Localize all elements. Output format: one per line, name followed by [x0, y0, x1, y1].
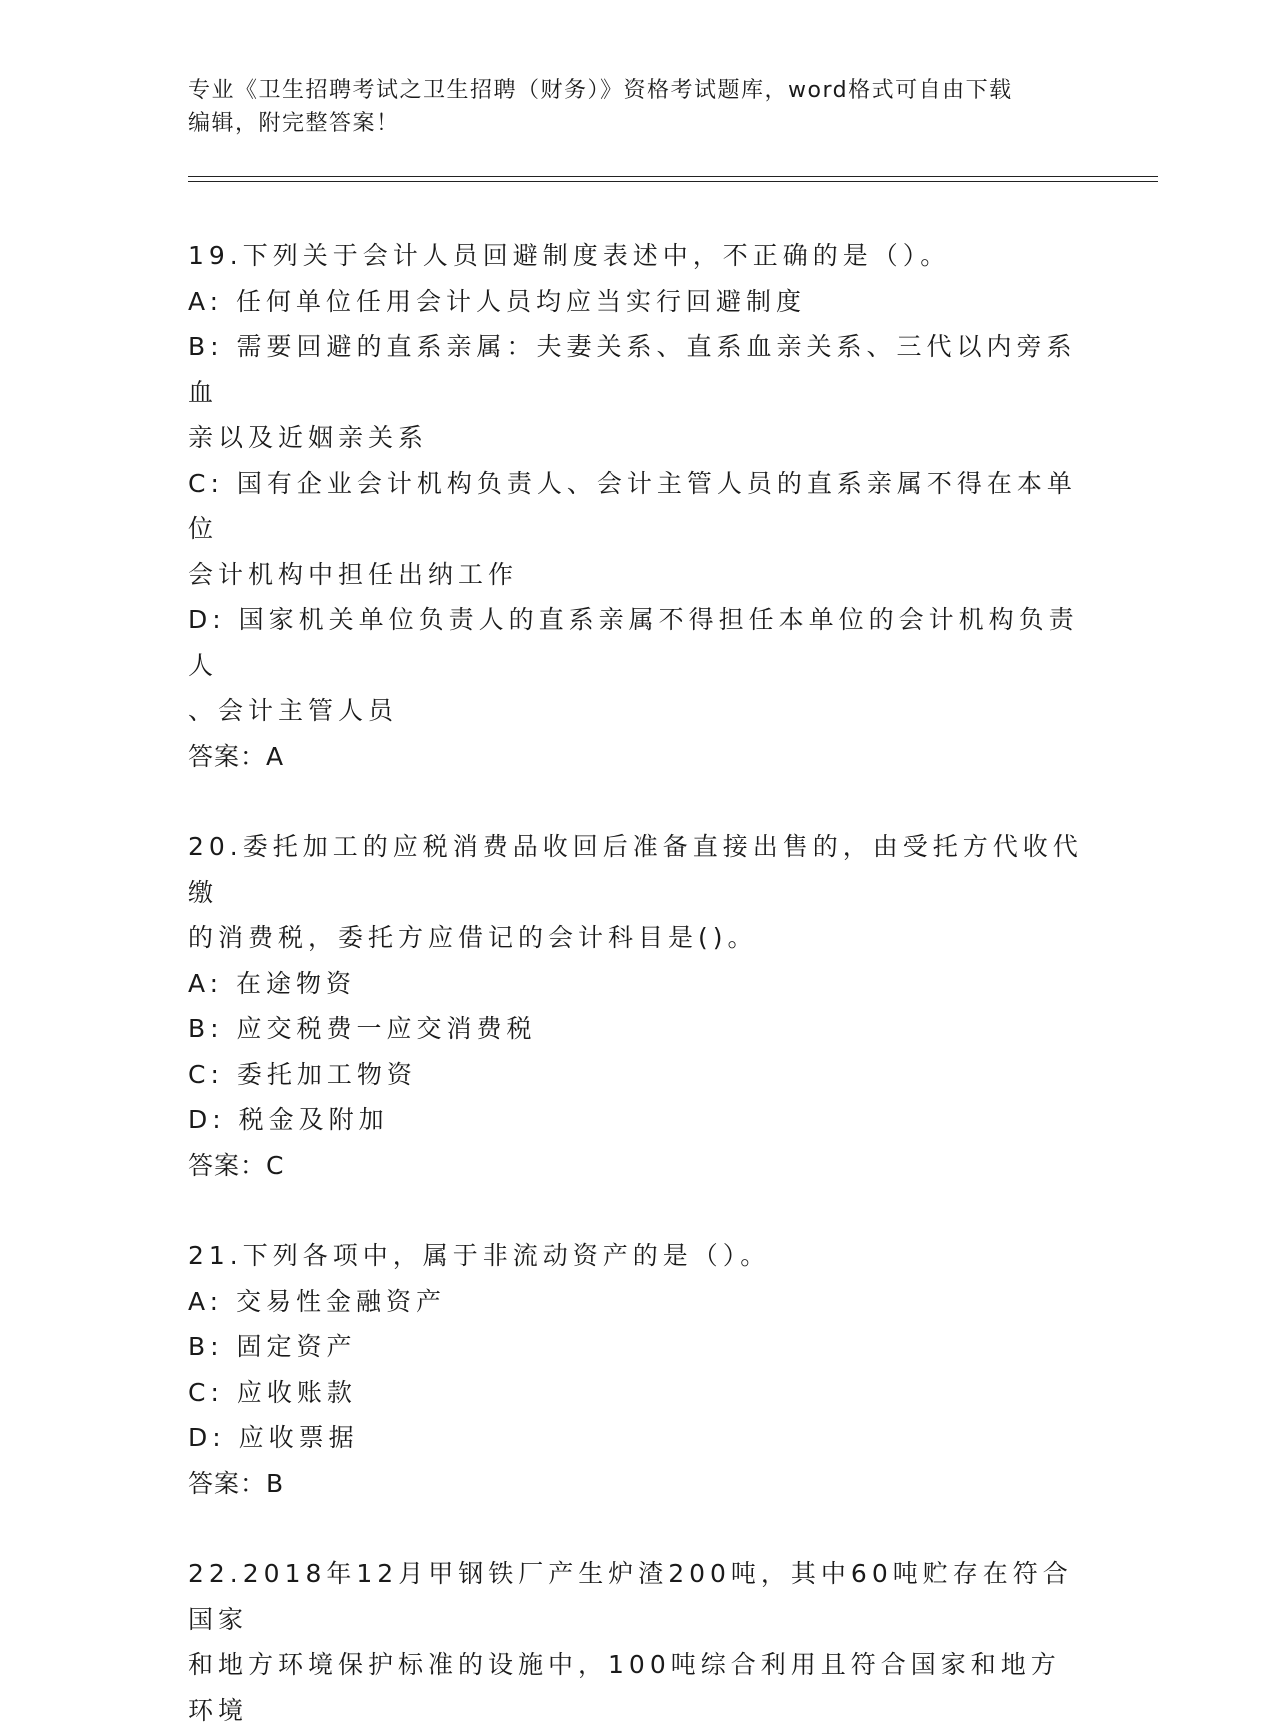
question-21-option-c: C: 应收账款: [188, 1377, 357, 1407]
question-22-stem-cont: 和地方环境保护标准的设施中，100吨综合利用且符合国家和地方环境: [188, 1650, 1061, 1725]
question-20-option-c: C: 委托加工物资: [188, 1059, 417, 1089]
spacer: [188, 779, 1088, 824]
question-19-stem: 19.下列关于会计人员回避制度表述中，不正确的是（）。: [188, 241, 951, 270]
question-22-stem: 22.2018年12月甲钢铁厂产生炉渣200吨，其中60吨贮存在符合国家: [188, 1559, 1073, 1634]
question-19-answer: 答案：A: [188, 741, 285, 771]
question-list: [188, 233, 1088, 1733]
question-20-stem-cont: 的消费税，委托方应借记的会计科目是()。: [188, 923, 758, 952]
question-19-option-d-cont: 、会计主管人员: [188, 696, 399, 725]
question-20-option-d: D: 税金及附加: [188, 1105, 389, 1134]
header-divider-top: [188, 176, 1158, 177]
spacer: [188, 1188, 1088, 1233]
spacer: [188, 1506, 1088, 1551]
question-21-option-a: A: 交易性金融资产: [188, 1286, 447, 1316]
question-19-option-b-cont: 亲以及近姻亲关系: [188, 423, 429, 452]
document-header: [188, 74, 1088, 140]
question-21-stem: 21.下列各项中，属于非流动资产的是（）。: [188, 1241, 771, 1270]
question-19-option-d: D: 国家机关单位负责人的直系亲属不得担任本单位的会计机构负责人: [188, 605, 1079, 680]
question-19-option-b: B: 需要回避的直系亲属：夫妻关系、直系血亲关系、三代以内旁系血: [188, 332, 1077, 407]
question-20-answer: 答案：C: [188, 1150, 285, 1180]
question-19: [188, 233, 1088, 779]
question-20-option-a: A: 在途物资: [188, 968, 357, 998]
question-20-option-b: B: 应交税费一应交消费税: [188, 1014, 537, 1043]
question-22: [188, 1551, 1088, 1733]
question-21-answer: 答案：B: [188, 1468, 285, 1498]
question-21: [188, 1233, 1088, 1506]
question-19-option-c: C: 国有企业会计机构负责人、会计主管人员的直系亲属不得在本单位: [188, 468, 1077, 543]
header-divider-bottom: [188, 181, 1158, 182]
question-21-option-b: B: 固定资产: [188, 1332, 357, 1361]
question-19-option-c-cont: 会计机构中担任出纳工作: [188, 559, 519, 589]
question-21-option-d: D: 应收票据: [188, 1423, 359, 1452]
question-20: [188, 824, 1088, 1188]
header-line-2: 编辑，附完整答案！: [188, 111, 400, 136]
header-line-1: 专业《卫生招聘考试之卫生招聘（财务）》资格考试题库，word格式可自由下载: [188, 78, 1013, 103]
question-20-stem: 20.委托加工的应税消费品收回后准备直接出售的，由受托方代收代缴: [188, 832, 1083, 907]
question-19-option-a: A: 任何单位任用会计人员均应当实行回避制度: [188, 286, 807, 316]
